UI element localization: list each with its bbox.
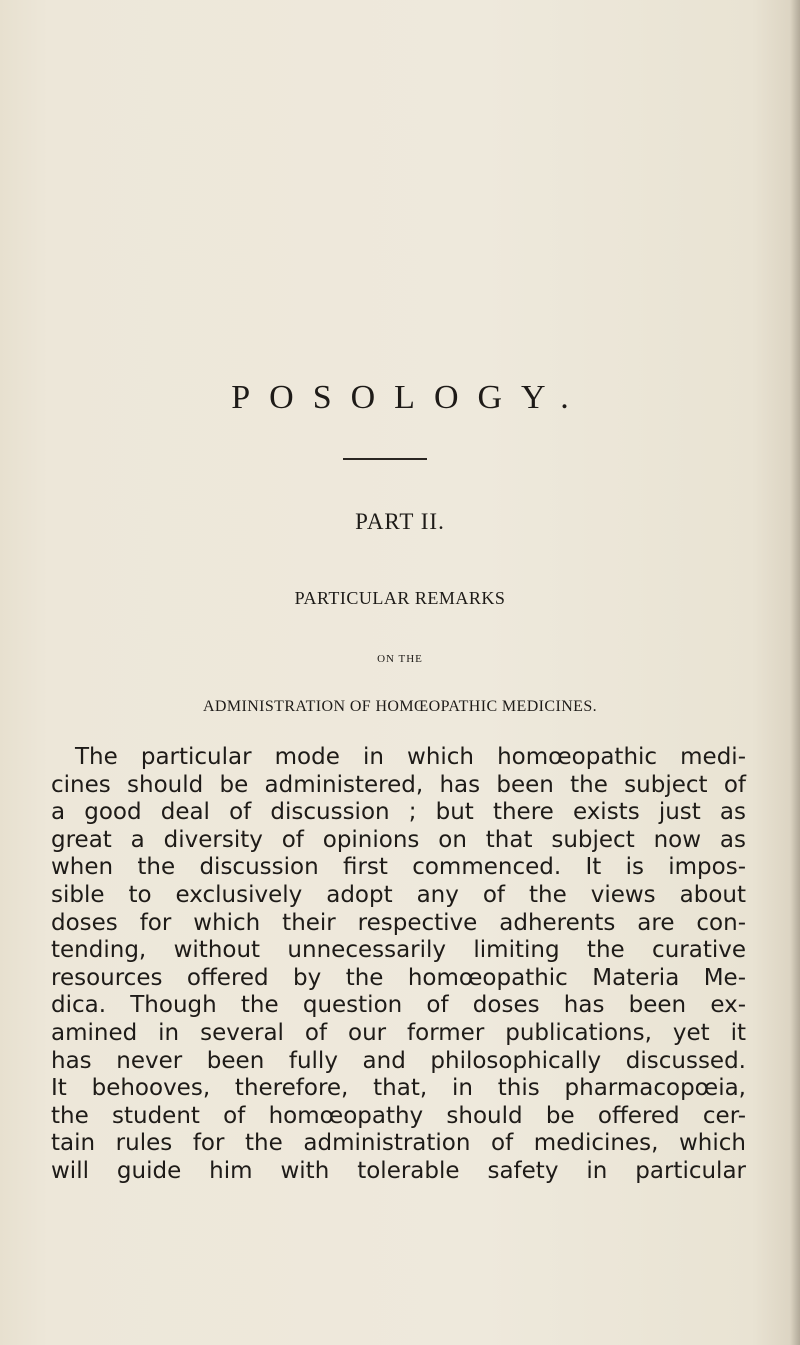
section-subtitle-second: ADMINISTRATION OF HOMŒOPATHIC MEDICINES. — [202, 698, 598, 715]
text-line: has never been fully and philosophically discussed. — [51, 1047, 746, 1074]
body-paragraph — [51, 744, 746, 1186]
page-edge-shadow — [790, 0, 800, 1345]
text-line: the student of homœopathy should be offered cer- — [51, 1102, 746, 1129]
text-line: resources offered by the homœopathic Materia Me- — [51, 964, 746, 991]
text-line: cines should be administered, has been the subject of — [51, 771, 746, 798]
title-divider — [343, 458, 427, 460]
text-line: will guide him with tolerable safety in particular — [51, 1157, 746, 1184]
text-line: when the discussion first commenced. It is impos- — [51, 854, 746, 881]
text-line: a good deal of discussion ; but there exists just as — [51, 799, 746, 826]
text-line: tain rules for the administration of medicines, which — [51, 1130, 746, 1157]
text-line: sible to exclusively adopt any of the views about — [51, 881, 746, 908]
section-connector: ON THE — [377, 653, 423, 665]
section-subtitle: PARTICULAR REMARKS — [294, 588, 506, 608]
text-line: amined in several of our former publications, yet it — [51, 1019, 746, 1046]
text-line: The particular mode in which homœopathic medi- — [75, 744, 746, 770]
text-line: doses for which their respective adherents are con- — [51, 909, 746, 936]
text-line: It behooves, therefore, that, in this pharmacopœia, — [51, 1075, 746, 1102]
text-line: great a diversity of opinions on that subject now as — [51, 826, 746, 853]
text-line: tending, without unnecessarily limiting the curative — [51, 937, 746, 964]
part-heading: PART II. — [355, 509, 445, 534]
text-line: dica. Though the question of doses has been ex- — [51, 992, 746, 1019]
page-title: POSOLOGY. — [231, 379, 588, 416]
